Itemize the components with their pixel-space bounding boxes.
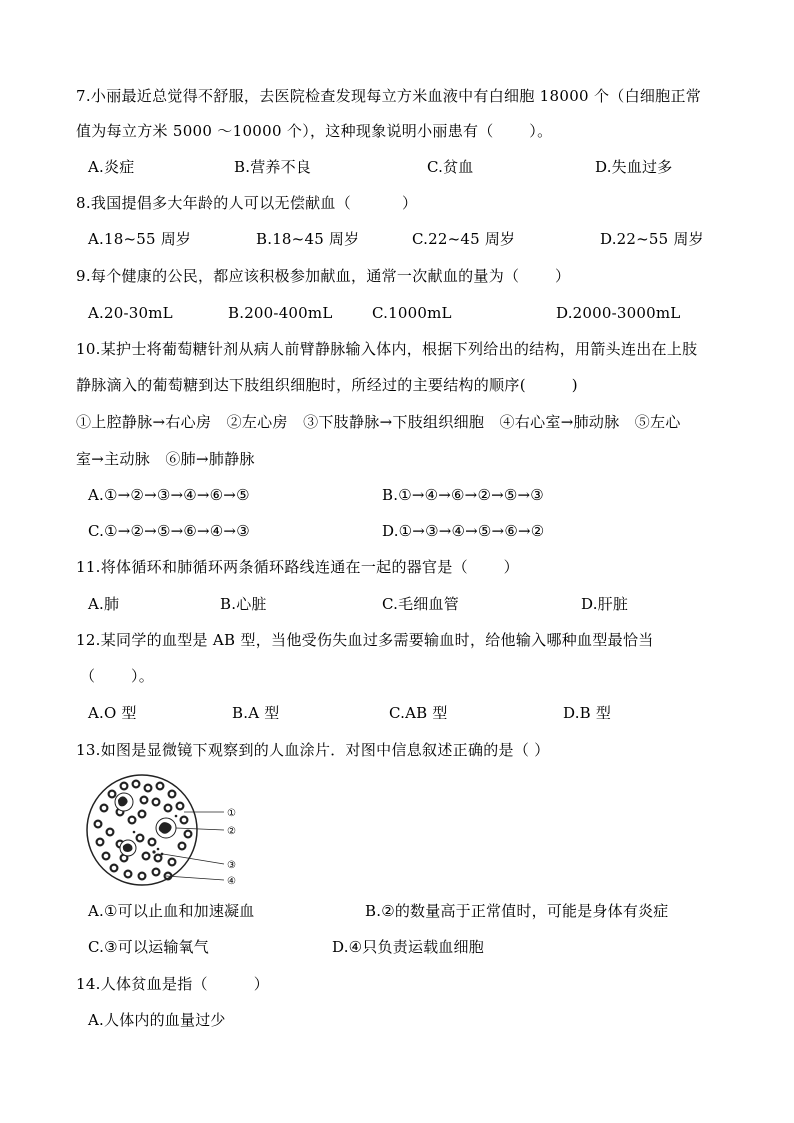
q12-stem-line-2: （ ）。 <box>80 667 155 685</box>
blood-smear-illustration <box>87 775 224 885</box>
q10-stem-line-1: 10.某护士将葡萄糖针剂从病人前臂静脉输入体内，根据下列给出的结构，用箭头连出在上肢 <box>76 340 698 358</box>
q13-option-b: B.②的数量高于正常值时，可能是身体有炎症 <box>365 902 669 920</box>
q7-stem-line-1: 7.小丽最近总觉得不舒服，去医院检查发现每立方米血液中有白细胞 18000 个（白细胞正常 <box>76 87 702 105</box>
q10-option-c: C.①→②→⑤→⑥→④→③ <box>88 522 250 540</box>
q9-option-b: B.200-400mL <box>228 304 333 322</box>
q12-option-c: C.AB 型 <box>389 704 448 722</box>
q10-stem-line-4: 室→主动脉 ⑥肺→肺静脉 <box>76 450 255 468</box>
blood-smear-figure <box>84 772 244 888</box>
q11-option-d: D.肝脏 <box>581 595 629 613</box>
q8-option-b: B.18~45 周岁 <box>256 230 360 248</box>
q14-stem: 14.人体贫血是指（ ） <box>76 975 270 993</box>
q8-option-a: A.18~55 周岁 <box>88 230 192 248</box>
q8-stem: 8.我国提倡多大年龄的人可以无偿献血（ ） <box>76 194 418 212</box>
q12-option-a: A.O 型 <box>88 704 137 722</box>
q13-option-c: C.③可以运输氧气 <box>88 938 209 956</box>
q7-option-b: B.营养不良 <box>234 158 311 176</box>
q9-option-c: C.1000mL <box>372 304 452 322</box>
q11-option-b: B.心脏 <box>220 595 267 613</box>
q11-option-c: C.毛细血管 <box>382 595 459 613</box>
q13-option-d: D.④只负责运载血细胞 <box>332 938 484 956</box>
q10-option-d: D.①→③→④→⑤→⑥→② <box>382 522 545 540</box>
q13-option-a: A.①可以止血和加速凝血 <box>88 902 255 920</box>
q12-stem-line-1: 12.某同学的血型是 AB 型，当他受伤失血过多需要输血时，给他输入哪种血型最恰当 <box>76 631 654 649</box>
q7-option-d: D.失血过多 <box>595 158 673 176</box>
figure-label-3: ③ <box>227 860 236 871</box>
q13-stem: 13.如图是显微镜下观察到的人血涂片．对图中信息叙述正确的是（ ） <box>76 741 550 759</box>
figure-label-1: ① <box>227 808 236 819</box>
q8-option-c: C.22~45 周岁 <box>412 230 516 248</box>
q10-stem-line-3: ①上腔静脉→右心房 ②左心房 ③下肢静脉→下肢组织细胞 ④右心室→肺动脉 ⑤左心 <box>76 413 681 431</box>
q10-option-a: A.①→②→③→④→⑥→⑤ <box>88 486 250 504</box>
q7-option-c: C.贫血 <box>427 158 474 176</box>
q9-option-d: D.2000-3000mL <box>556 304 681 322</box>
q9-option-a: A.20-30mL <box>88 304 173 322</box>
q10-option-b: B.①→④→⑥→②→⑤→③ <box>382 486 544 504</box>
figure-label-2: ② <box>227 826 236 837</box>
q8-option-d: D.22~55 周岁 <box>600 230 704 248</box>
q12-option-b: B.A 型 <box>232 704 280 722</box>
q12-option-d: D.B 型 <box>563 704 612 722</box>
q11-option-a: A.肺 <box>88 595 120 613</box>
q14-option-a: A.人体内的血量过少 <box>88 1011 226 1029</box>
q11-stem: 11.将体循环和肺循环两条循环路线连通在一起的器官是（ ） <box>76 558 519 576</box>
q7-option-a: A.炎症 <box>88 158 135 176</box>
q7-stem-line-2: 值为每立方米 5000 ～10000 个），这种现象说明小丽患有（ ）。 <box>76 122 553 140</box>
q9-stem: 9.每个健康的公民，都应该积极参加献血，通常一次献血的量为（ ） <box>76 267 571 285</box>
q10-stem-line-2: 静脉滴入的葡萄糖到达下肢组织细胞时，所经过的主要结构的顺序( ) <box>76 376 578 394</box>
figure-label-4: ④ <box>227 876 236 887</box>
